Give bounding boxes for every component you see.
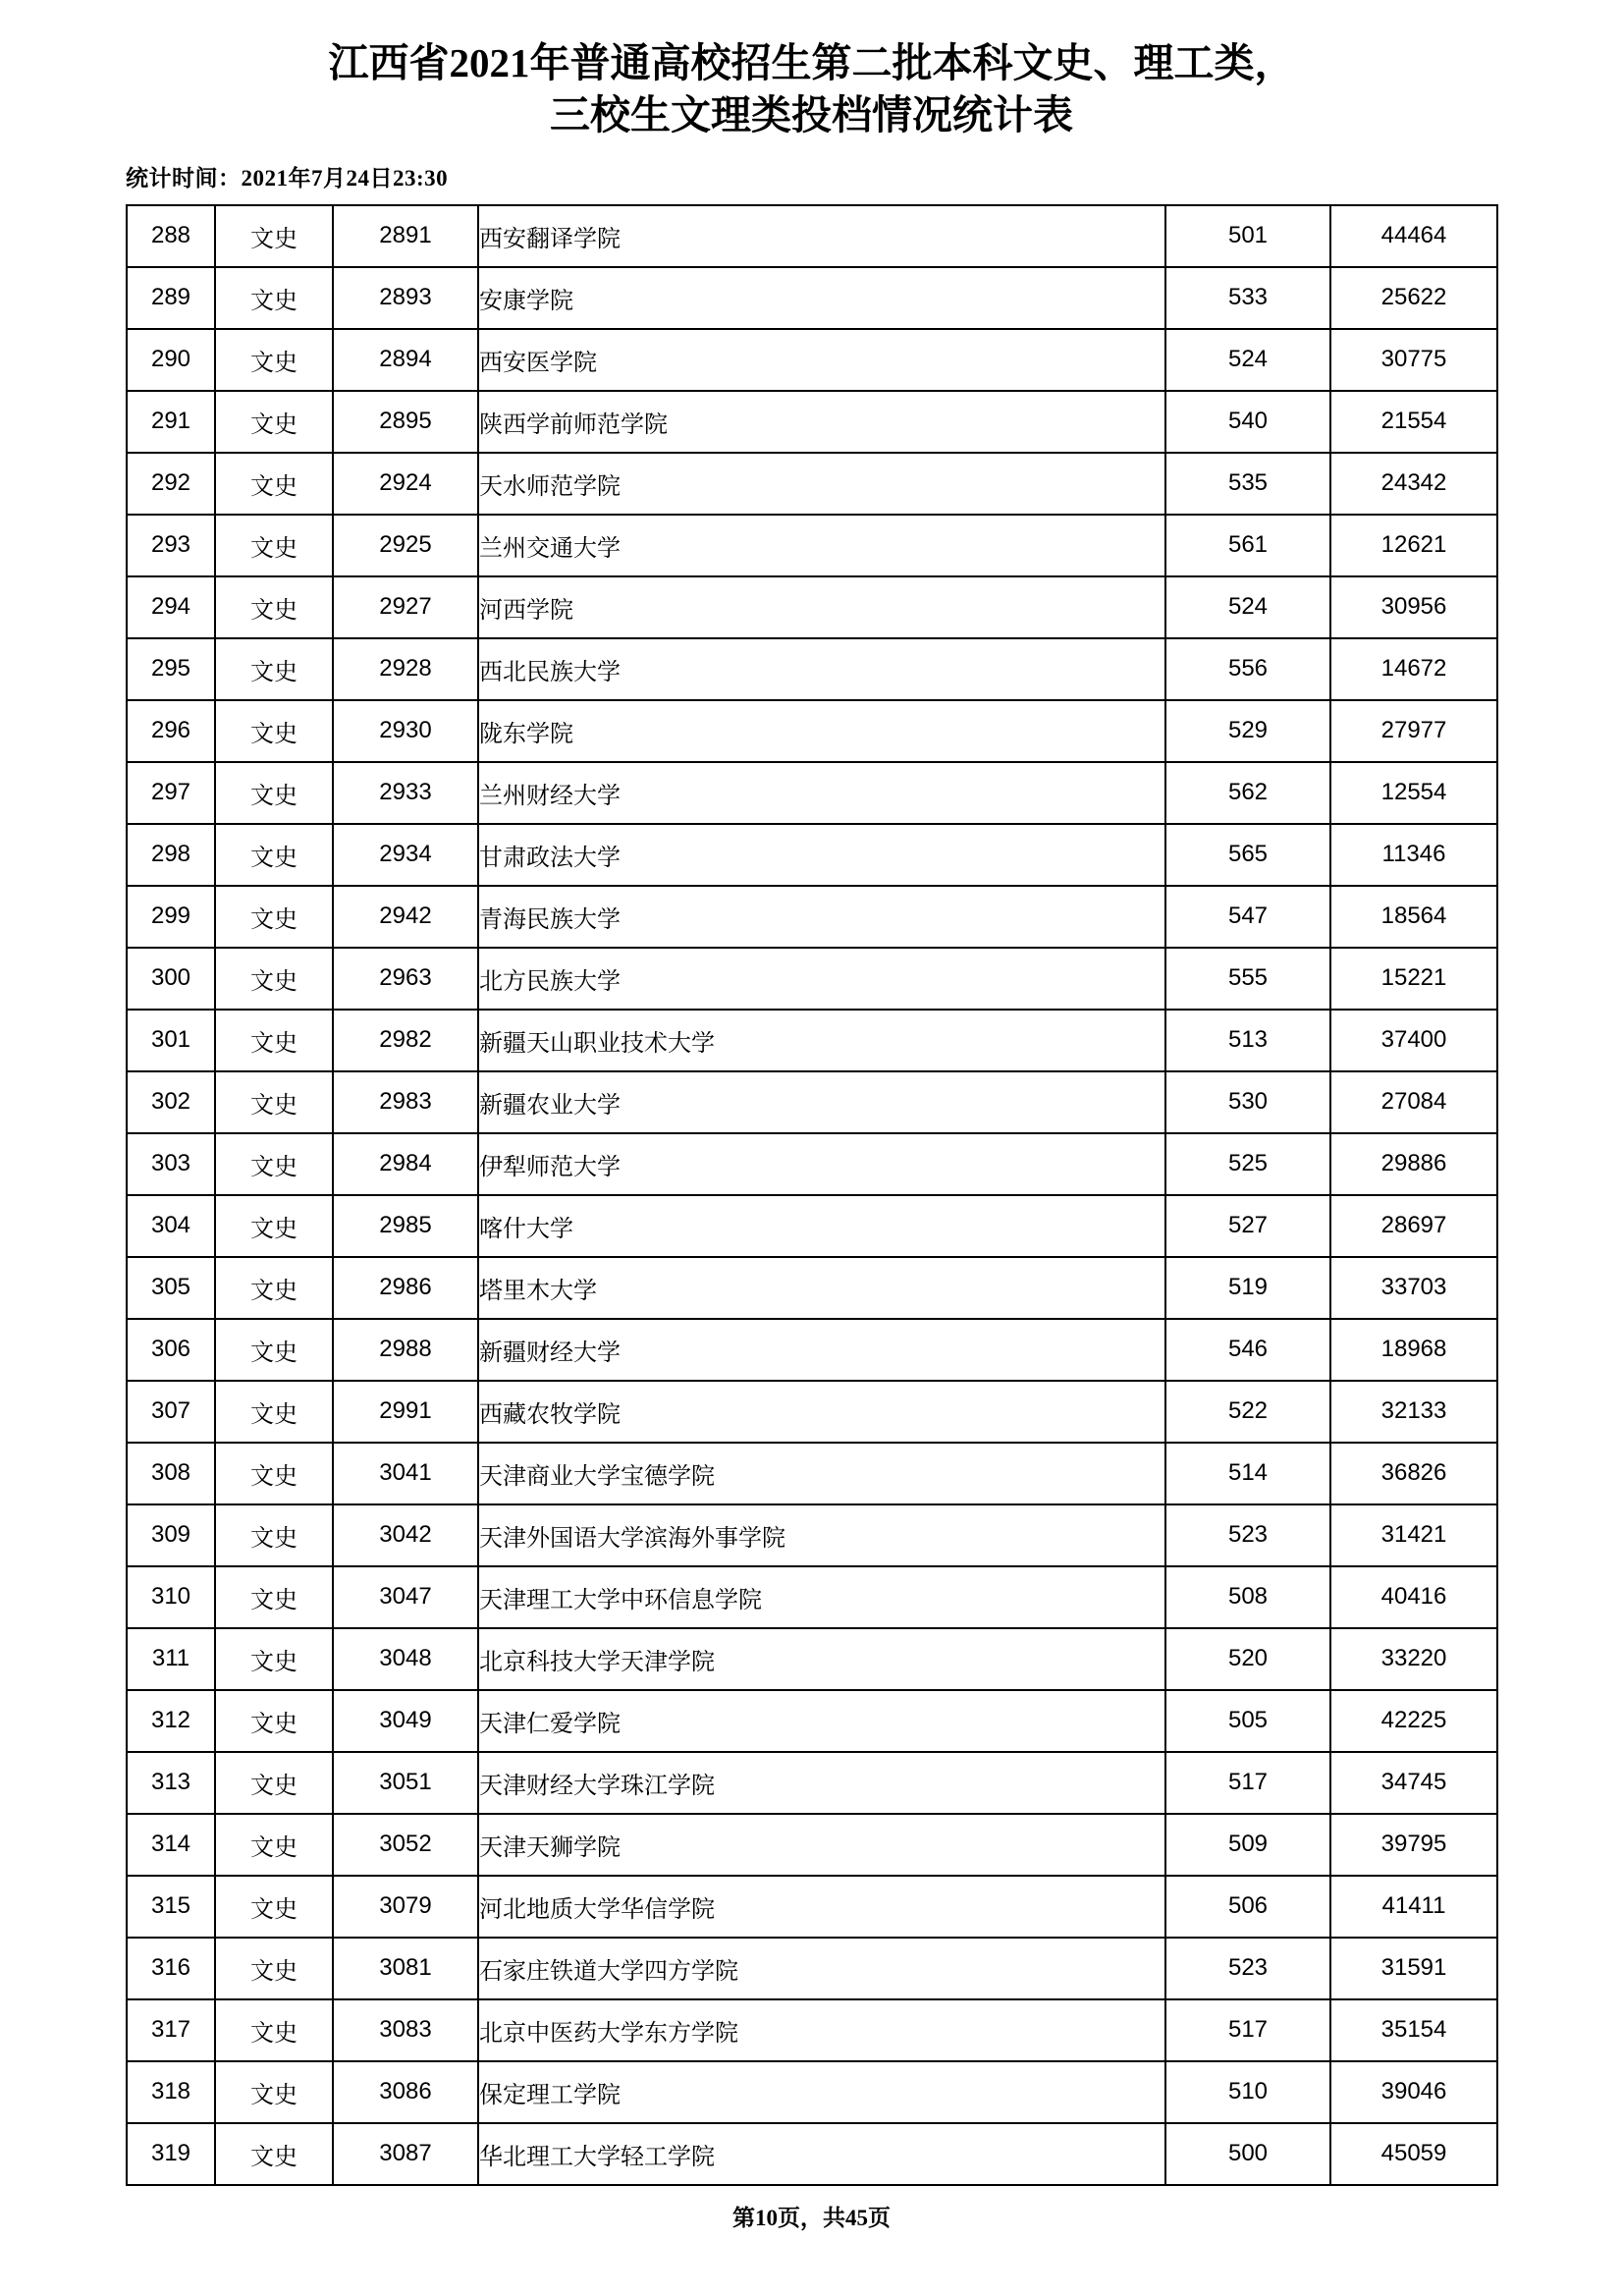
cell-school-code: 3081 — [333, 1938, 478, 1999]
cell-category: 文史 — [215, 1566, 333, 1628]
table-row — [127, 1195, 1497, 1257]
cell-school-name: 陕西学前师范学院 — [478, 391, 1165, 453]
cell-school-name: 天津天狮学院 — [478, 1814, 1165, 1876]
cell-category: 文史 — [215, 638, 333, 700]
table-row — [127, 1566, 1497, 1628]
cell-score: 540 — [1165, 391, 1330, 453]
cell-rank: 42225 — [1330, 1690, 1497, 1752]
cell-sequence: 308 — [127, 1443, 215, 1504]
cell-sequence: 312 — [127, 1690, 215, 1752]
page-title-line-1: 江西省2021年普通高校招生第二批本科文史、理工类， — [328, 40, 1295, 85]
cell-score: 535 — [1165, 453, 1330, 515]
table-row — [127, 1443, 1497, 1504]
cell-sequence: 307 — [127, 1381, 215, 1443]
cell-rank: 44464 — [1330, 205, 1497, 267]
cell-score: 555 — [1165, 948, 1330, 1010]
cell-rank: 33220 — [1330, 1628, 1497, 1690]
table-row — [127, 329, 1497, 391]
cell-sequence: 288 — [127, 205, 215, 267]
cell-school-code: 2991 — [333, 1381, 478, 1443]
cell-sequence: 297 — [127, 762, 215, 824]
cell-school-name: 兰州财经大学 — [478, 762, 1165, 824]
table-row — [127, 886, 1497, 948]
table-row — [127, 205, 1497, 267]
cell-category: 文史 — [215, 391, 333, 453]
cell-category: 文史 — [215, 2123, 333, 2185]
cell-category: 文史 — [215, 1071, 333, 1133]
cell-score: 562 — [1165, 762, 1330, 824]
cell-score: 517 — [1165, 1752, 1330, 1814]
cell-school-code: 3042 — [333, 1504, 478, 1566]
cell-school-name: 塔里木大学 — [478, 1257, 1165, 1319]
cell-rank: 27977 — [1330, 700, 1497, 762]
cell-sequence: 310 — [127, 1566, 215, 1628]
cell-rank: 31421 — [1330, 1504, 1497, 1566]
cell-score: 505 — [1165, 1690, 1330, 1752]
cell-score: 523 — [1165, 1938, 1330, 1999]
cell-school-name: 河北地质大学华信学院 — [478, 1876, 1165, 1938]
cell-sequence: 315 — [127, 1876, 215, 1938]
table-row — [127, 1381, 1497, 1443]
cell-sequence: 303 — [127, 1133, 215, 1195]
cell-rank: 18968 — [1330, 1319, 1497, 1381]
cell-score: 514 — [1165, 1443, 1330, 1504]
cell-school-name: 河西学院 — [478, 576, 1165, 638]
cell-school-code: 2986 — [333, 1257, 478, 1319]
cell-rank: 27084 — [1330, 1071, 1497, 1133]
cell-score: 530 — [1165, 1071, 1330, 1133]
cell-school-name: 天水师范学院 — [478, 453, 1165, 515]
cell-school-code: 2963 — [333, 948, 478, 1010]
table-row — [127, 948, 1497, 1010]
cell-rank: 37400 — [1330, 1010, 1497, 1071]
cell-sequence: 314 — [127, 1814, 215, 1876]
cell-school-name: 天津商业大学宝德学院 — [478, 1443, 1165, 1504]
cell-sequence: 296 — [127, 700, 215, 762]
cell-rank: 33703 — [1330, 1257, 1497, 1319]
cell-school-code: 2982 — [333, 1010, 478, 1071]
cell-score: 510 — [1165, 2061, 1330, 2123]
cell-school-name: 西安翻译学院 — [478, 205, 1165, 267]
cell-school-code: 3051 — [333, 1752, 478, 1814]
cell-school-code: 3049 — [333, 1690, 478, 1752]
cell-school-code: 2988 — [333, 1319, 478, 1381]
cell-score: 525 — [1165, 1133, 1330, 1195]
cell-school-name: 西北民族大学 — [478, 638, 1165, 700]
cell-school-name: 西安医学院 — [478, 329, 1165, 391]
cell-sequence: 305 — [127, 1257, 215, 1319]
cell-category: 文史 — [215, 1443, 333, 1504]
cell-category: 文史 — [215, 1999, 333, 2061]
cell-category: 文史 — [215, 1319, 333, 1381]
cell-school-code: 2933 — [333, 762, 478, 824]
cell-category: 文史 — [215, 1752, 333, 1814]
cell-sequence: 302 — [127, 1071, 215, 1133]
cell-score: 520 — [1165, 1628, 1330, 1690]
page-title — [118, 37, 1505, 142]
cell-school-code: 2930 — [333, 700, 478, 762]
cell-rank: 15221 — [1330, 948, 1497, 1010]
cell-sequence: 293 — [127, 515, 215, 576]
table-row — [127, 1876, 1497, 1938]
cell-score: 523 — [1165, 1504, 1330, 1566]
table-row — [127, 1010, 1497, 1071]
cell-sequence: 311 — [127, 1628, 215, 1690]
cell-school-name: 陇东学院 — [478, 700, 1165, 762]
cell-score: 527 — [1165, 1195, 1330, 1257]
cell-school-name: 石家庄铁道大学四方学院 — [478, 1938, 1165, 1999]
cell-sequence: 299 — [127, 886, 215, 948]
cell-school-code: 3041 — [333, 1443, 478, 1504]
cell-school-name: 北京科技大学天津学院 — [478, 1628, 1165, 1690]
cell-school-name: 伊犁师范大学 — [478, 1133, 1165, 1195]
table-row — [127, 1319, 1497, 1381]
table-row — [127, 1628, 1497, 1690]
cell-school-code: 3086 — [333, 2061, 478, 2123]
cell-rank: 39795 — [1330, 1814, 1497, 1876]
cell-school-name: 北京中医药大学东方学院 — [478, 1999, 1165, 2061]
cell-category: 文史 — [215, 1876, 333, 1938]
cell-score: 529 — [1165, 700, 1330, 762]
cell-school-name: 新疆天山职业技术大学 — [478, 1010, 1165, 1071]
cell-school-code: 2895 — [333, 391, 478, 453]
cell-rank: 24342 — [1330, 453, 1497, 515]
cell-sequence: 304 — [127, 1195, 215, 1257]
cell-rank: 12621 — [1330, 515, 1497, 576]
cell-school-code: 2984 — [333, 1133, 478, 1195]
table-row — [127, 1752, 1497, 1814]
cell-sequence: 317 — [127, 1999, 215, 2061]
cell-rank: 28697 — [1330, 1195, 1497, 1257]
cell-sequence: 289 — [127, 267, 215, 329]
cell-school-name: 喀什大学 — [478, 1195, 1165, 1257]
table-row — [127, 1999, 1497, 2061]
cell-school-name: 华北理工大学轻工学院 — [478, 2123, 1165, 2185]
cell-school-name: 天津仁爱学院 — [478, 1690, 1165, 1752]
cell-school-name: 天津财经大学珠江学院 — [478, 1752, 1165, 1814]
table-row — [127, 2061, 1497, 2123]
page-number-text: 第10页，共45页 — [732, 2205, 891, 2230]
cell-category: 文史 — [215, 2061, 333, 2123]
table-row — [127, 1504, 1497, 1566]
cell-sequence: 318 — [127, 2061, 215, 2123]
cell-school-code: 2924 — [333, 453, 478, 515]
cell-score: 533 — [1165, 267, 1330, 329]
cell-school-code: 2927 — [333, 576, 478, 638]
cell-score: 546 — [1165, 1319, 1330, 1381]
table-container — [0, 204, 1623, 2186]
cell-rank: 21554 — [1330, 391, 1497, 453]
cell-school-name: 安康学院 — [478, 267, 1165, 329]
cell-rank: 35154 — [1330, 1999, 1497, 2061]
cell-sequence: 298 — [127, 824, 215, 886]
cell-rank: 11346 — [1330, 824, 1497, 886]
cell-sequence: 294 — [127, 576, 215, 638]
cell-rank: 25622 — [1330, 267, 1497, 329]
table-row — [127, 1690, 1497, 1752]
table-row — [127, 1938, 1497, 1999]
cell-score: 501 — [1165, 205, 1330, 267]
cell-category: 文史 — [215, 267, 333, 329]
cell-category: 文史 — [215, 1010, 333, 1071]
cell-sequence: 306 — [127, 1319, 215, 1381]
cell-category: 文史 — [215, 1628, 333, 1690]
cell-school-code: 2942 — [333, 886, 478, 948]
stat-time-label: 统计时间： — [126, 165, 242, 191]
cell-sequence: 290 — [127, 329, 215, 391]
cell-school-name: 青海民族大学 — [478, 886, 1165, 948]
stat-time — [0, 160, 1623, 192]
cell-school-code: 2925 — [333, 515, 478, 576]
cell-school-code: 3087 — [333, 2123, 478, 2185]
table-row — [127, 2123, 1497, 2185]
cell-category: 文史 — [215, 205, 333, 267]
cell-score: 506 — [1165, 1876, 1330, 1938]
cell-sequence: 301 — [127, 1010, 215, 1071]
cell-score: 522 — [1165, 1381, 1330, 1443]
cell-rank: 14672 — [1330, 638, 1497, 700]
cell-rank: 12554 — [1330, 762, 1497, 824]
cell-school-name: 北方民族大学 — [478, 948, 1165, 1010]
cell-rank: 30956 — [1330, 576, 1497, 638]
page-footer — [0, 2200, 1623, 2232]
table-row — [127, 638, 1497, 700]
cell-rank: 34745 — [1330, 1752, 1497, 1814]
cell-school-name: 兰州交通大学 — [478, 515, 1165, 576]
table-row — [127, 1071, 1497, 1133]
cell-rank: 31591 — [1330, 1938, 1497, 1999]
table-row — [127, 391, 1497, 453]
cell-school-code: 2934 — [333, 824, 478, 886]
table-row — [127, 700, 1497, 762]
page-title-line-2: 三校生文理类投档情况统计表 — [550, 92, 1073, 138]
cell-school-code: 2893 — [333, 267, 478, 329]
cell-category: 文史 — [215, 824, 333, 886]
cell-rank: 32133 — [1330, 1381, 1497, 1443]
cell-score: 500 — [1165, 2123, 1330, 2185]
cell-category: 文史 — [215, 329, 333, 391]
cell-rank: 45059 — [1330, 2123, 1497, 2185]
cell-rank: 36826 — [1330, 1443, 1497, 1504]
cell-school-code: 3047 — [333, 1566, 478, 1628]
cell-score: 565 — [1165, 824, 1330, 886]
cell-school-code: 3048 — [333, 1628, 478, 1690]
cell-school-code: 2894 — [333, 329, 478, 391]
cell-sequence: 316 — [127, 1938, 215, 1999]
cell-category: 文史 — [215, 1257, 333, 1319]
cell-rank: 18564 — [1330, 886, 1497, 948]
cell-category: 文史 — [215, 1504, 333, 1566]
cell-school-code: 3079 — [333, 1876, 478, 1938]
cell-score: 519 — [1165, 1257, 1330, 1319]
table-row — [127, 576, 1497, 638]
cell-score: 547 — [1165, 886, 1330, 948]
cell-sequence: 291 — [127, 391, 215, 453]
table-row — [127, 1133, 1497, 1195]
table-row — [127, 824, 1497, 886]
cell-sequence: 295 — [127, 638, 215, 700]
cell-school-code: 2985 — [333, 1195, 478, 1257]
cell-category: 文史 — [215, 515, 333, 576]
cell-score: 561 — [1165, 515, 1330, 576]
cell-rank: 41411 — [1330, 1876, 1497, 1938]
cell-school-name: 新疆农业大学 — [478, 1071, 1165, 1133]
cell-score: 509 — [1165, 1814, 1330, 1876]
cell-category: 文史 — [215, 1133, 333, 1195]
table-row — [127, 515, 1497, 576]
cell-school-code: 2891 — [333, 205, 478, 267]
admission-table — [126, 204, 1498, 2186]
stat-time-value: 2021年7月24日23:30 — [241, 165, 449, 191]
cell-school-code: 2983 — [333, 1071, 478, 1133]
cell-category: 文史 — [215, 1690, 333, 1752]
table-row — [127, 267, 1497, 329]
cell-score: 524 — [1165, 576, 1330, 638]
cell-category: 文史 — [215, 1195, 333, 1257]
cell-score: 556 — [1165, 638, 1330, 700]
cell-rank: 30775 — [1330, 329, 1497, 391]
table-row — [127, 1257, 1497, 1319]
table-row — [127, 453, 1497, 515]
cell-category: 文史 — [215, 576, 333, 638]
cell-category: 文史 — [215, 762, 333, 824]
title-block — [0, 0, 1623, 142]
cell-school-code: 2928 — [333, 638, 478, 700]
table-body — [127, 205, 1497, 2185]
cell-score: 517 — [1165, 1999, 1330, 2061]
cell-school-name: 甘肃政法大学 — [478, 824, 1165, 886]
table-row — [127, 762, 1497, 824]
cell-category: 文史 — [215, 886, 333, 948]
cell-school-name: 新疆财经大学 — [478, 1319, 1165, 1381]
cell-category: 文史 — [215, 700, 333, 762]
cell-school-code: 3052 — [333, 1814, 478, 1876]
cell-sequence: 292 — [127, 453, 215, 515]
cell-category: 文史 — [215, 453, 333, 515]
cell-score: 524 — [1165, 329, 1330, 391]
cell-rank: 29886 — [1330, 1133, 1497, 1195]
cell-category: 文史 — [215, 1814, 333, 1876]
cell-rank: 40416 — [1330, 1566, 1497, 1628]
cell-score: 508 — [1165, 1566, 1330, 1628]
cell-rank: 39046 — [1330, 2061, 1497, 2123]
cell-sequence: 309 — [127, 1504, 215, 1566]
cell-category: 文史 — [215, 1381, 333, 1443]
cell-school-name: 保定理工学院 — [478, 2061, 1165, 2123]
cell-school-name: 西藏农牧学院 — [478, 1381, 1165, 1443]
cell-score: 513 — [1165, 1010, 1330, 1071]
cell-sequence: 319 — [127, 2123, 215, 2185]
table-row — [127, 1814, 1497, 1876]
cell-sequence: 300 — [127, 948, 215, 1010]
cell-school-name: 天津理工大学中环信息学院 — [478, 1566, 1165, 1628]
cell-sequence: 313 — [127, 1752, 215, 1814]
cell-school-name: 天津外国语大学滨海外事学院 — [478, 1504, 1165, 1566]
cell-category: 文史 — [215, 948, 333, 1010]
cell-category: 文史 — [215, 1938, 333, 1999]
cell-school-code: 3083 — [333, 1999, 478, 2061]
